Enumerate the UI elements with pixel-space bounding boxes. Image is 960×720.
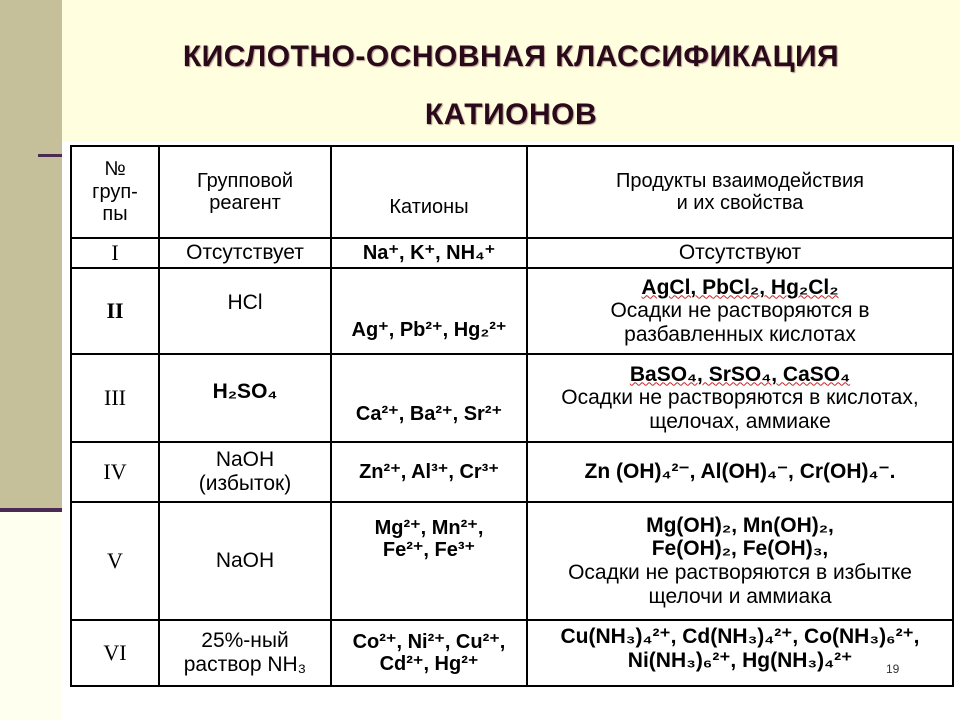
table-row xyxy=(71,354,953,442)
cations-cell: Ag⁺, Pb²⁺, Hg₂²⁺ xyxy=(331,268,527,354)
group-reagent: NaOH (избыток) xyxy=(159,442,331,502)
group-reagent: HCl xyxy=(159,268,331,354)
products-cell: AgCl, PbCl₂, Hg₂Cl₂ Осадки не растворяются в разбавленных кислотах xyxy=(527,268,953,354)
slide-title-line1: КИСЛОТНО-ОСНОВНАЯ КЛАССИФИКАЦИЯ xyxy=(182,40,840,73)
products-cell: Отсутствуют xyxy=(527,238,953,268)
group-number: III xyxy=(71,354,159,442)
products-cell: Zn (OH)₄²⁻, Al(OH)₄⁻, Cr(OH)₄⁻. xyxy=(527,442,953,502)
group-number: II xyxy=(71,268,159,354)
header-products: Продукты взаимодействия и их свойства xyxy=(527,146,953,238)
cations-cell: Zn²⁺, Al³⁺, Cr³⁺ xyxy=(331,442,527,502)
slide-content xyxy=(62,142,960,720)
products-cell: Cu(NH₃)₄²⁺, Cd(NH₃)₄²⁺, Co(NH₃)₆²⁺, Ni(NH₃)₆²⁺, Hg(NH₃)₄²⁺ xyxy=(527,620,953,686)
page-number: 19 xyxy=(886,662,900,676)
group-number: V xyxy=(71,502,159,620)
group-reagent: 25%-ный раствор NH₃ xyxy=(159,620,331,686)
table-row xyxy=(71,442,953,502)
table-row xyxy=(71,502,953,620)
products-cell: Mg(OH)₂, Mn(OH)₂, Fe(OH)₂, Fe(OH)₃, Осадки не растворяются в избытке щелочи и аммиака xyxy=(527,502,953,620)
table-row xyxy=(71,620,953,686)
group-number: I xyxy=(71,238,159,268)
cations-cell: Mg²⁺, Mn²⁺, Fe²⁺, Fe³⁺ xyxy=(331,502,527,620)
group-reagent: NaOH xyxy=(159,502,331,620)
header-cations: Катионы xyxy=(331,146,527,238)
left-decor-rule xyxy=(0,508,62,512)
products-cell: BaSO₄, SrSO₄, CaSO₄ Осадки не растворяются в кислотах, щелочах, аммиаке xyxy=(527,354,953,442)
classification-table xyxy=(70,145,954,687)
group-number: IV xyxy=(71,442,159,502)
header-row xyxy=(71,146,953,238)
table-row xyxy=(71,238,953,268)
slide-title-line2: КАТИОНОВ xyxy=(424,98,598,131)
group-reagent: H₂SO₄ xyxy=(159,354,331,442)
group-number: VI xyxy=(71,620,159,686)
cations-cell: Co²⁺, Ni²⁺, Cu²⁺, Cd²⁺, Hg²⁺ xyxy=(331,620,527,686)
header-group-no: № груп- пы xyxy=(71,146,159,238)
group-reagent: Отсутствует xyxy=(159,238,331,268)
header-reagent: Групповой реагент xyxy=(159,146,331,238)
cations-cell: Na⁺, K⁺, NH₄⁺ xyxy=(331,238,527,268)
table-row xyxy=(71,268,953,354)
left-decor-band xyxy=(0,0,62,510)
title-area xyxy=(62,0,960,142)
cations-cell: Ca²⁺, Ba²⁺, Sr²⁺ xyxy=(331,354,527,442)
